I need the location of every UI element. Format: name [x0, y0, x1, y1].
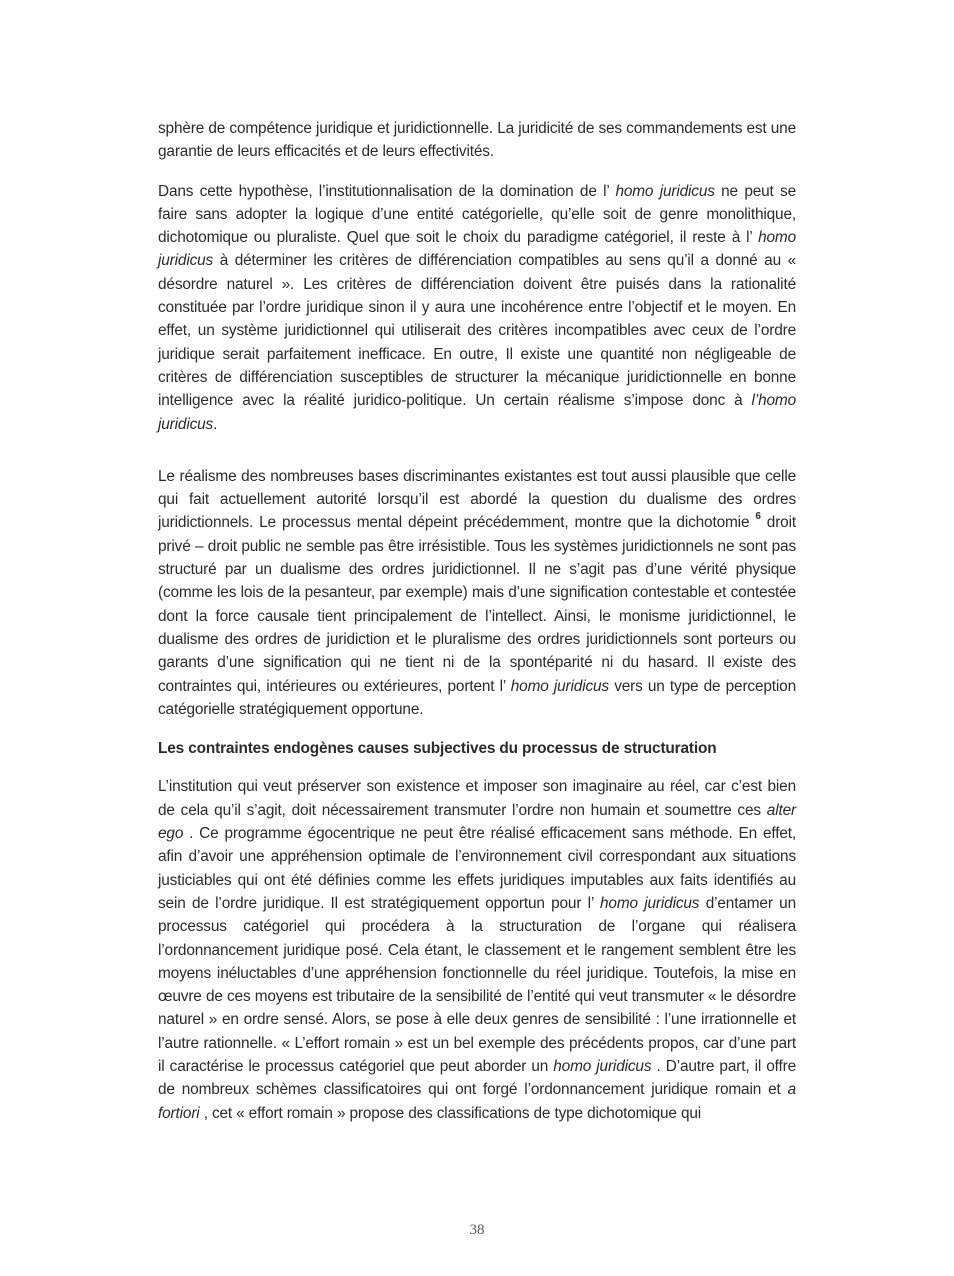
paragraph-1-text: sphère de compétence juridique et juridictionnelle. La juridicité de ses commandements est une garantie de leurs efficacités et de leurs effectivités. — [158, 120, 796, 161]
paragraph-1 — [158, 117, 796, 164]
paragraph-3-text-2: droit privé – droit public ne semble pas être irrésistible. Tous les systèmes juridictionnels ne sont pas structuré par un dualisme des ordres juridictionnel. Il ne s’agit pas d’une vérité physique (comme les lois de la pesanteur, par exemple) mais d’une signification contestable et contestée dont la force causale tient principalement de l’intellect. Ainsi, le monisme juridictionnel, le dualisme des ordres de juridiction et le pluralisme des ordres juridictionnels sont porteurs ou garants d’une signification qui ne tient ni de la spontéparité ni du hasard. Il existe des contraintes qui, intérieures ou extérieures, portent l’ — [158, 514, 796, 695]
paragraph-2-text-3: à déterminer les critères de différenciation compatibles au sens qu’il a donné au « désordre naturel ». Les critères de différenciation doivent être puisés dans la rationalité constituée par l’ordre juridique sinon il y aura une incohérence entre l’objectif et le moyen. En effet, un système juridictionnel qui utiliserait des critères incompatibles avec ceux de l’ordre juridique serait parfaitement inefficace. En outre, Il existe une quantité non négligeable de critères de différenciation susceptibles de structurer la mécanique juridictionnelle en bonne intelligence avec la réalité juridico-politique. Un certain réalisme s’impose donc à — [158, 252, 796, 410]
paragraph-4-italic-4: a fortiori — [158, 1081, 796, 1122]
paragraph-4-text-4: . D’autre part, il offre de nombreux schèmes classificatoires qui ont forgé l’ordonnancement juridique romain et — [158, 1057, 796, 1099]
paragraph-4-text-3: d’entamer un processus catégoriel qui procédera à la structuration de l’organe qui réalisera l’ordonnancement juridique posé. Cela étant, le classement et le rangement semblent être les moyens inéluctables d’une appréhension fonctionnelle du réel juridique. Toutefois, la mise en œuvre de ces moyens est tributaire de la sensibilité de l’entité qui veut transmuter « le désordre naturel » en ordre sensé. Alors, se pose à elle deux genres de sensibilité : l’une irrationnelle et l’autre rationnelle. « L’effort romain » est un bel exemple des précédents propos, car d’une part il caractérise le processus catégoriel que peut aborder un — [158, 894, 796, 1075]
paragraph-4-italic-1: alter ego — [158, 801, 796, 843]
section-heading: Les contraintes endogènes causes subjectives du processus de structuration — [158, 740, 717, 758]
page-number: 38 — [469, 1222, 485, 1238]
paragraph-4-italic-3: homo juridicus — [553, 1057, 652, 1075]
paragraph-4 — [158, 775, 796, 1124]
paragraph-3 — [158, 465, 796, 721]
paragraph-2-italic-2: homo juridicus — [158, 229, 796, 270]
paragraph-4-text-2: . Ce programme égocentrique ne peut être réalisé efficacement sans méthode. En effet, afin d’avoir une appréhension optimale de l’environnement civil correspondant aux situations justiciables qui ont été définies comme les effets juridiques imputables aux faits identifiés au sein de l’ordre juridique. Il est stratégiquement opportun pour l’ — [158, 825, 796, 912]
paragraph-4-text-5: , cet « effort romain » propose des classifications de type dichotomique qui — [199, 1104, 702, 1122]
paragraph-3-text-1: Le réalisme des nombreuses bases discriminantes existantes est tout aussi plausible que celle qui fait actuellement autorité lorsqu’il est abordé la question du dualisme des ordres juridictionnels. Le processus mental dépeint précédemment, montre que la dichotomie — [158, 467, 796, 532]
paragraph-2-italic-1: homo juridicus — [615, 182, 715, 200]
footnote-marker[interactable]: 6 — [755, 511, 761, 523]
paragraph-2 — [158, 180, 796, 436]
paragraph-4-italic-2: homo juridicus — [600, 894, 700, 912]
paragraph-2-text-2: ne peut se faire sans adopter la logique d’une entité catégorielle, qu’elle soit de genre monolithique, dichotomique ou pluraliste. Quel que soit le choix du paradigme catégoriel, il reste à l’ — [158, 182, 796, 247]
paragraph-3-italic-1: homo juridicus — [510, 677, 609, 695]
page-body — [158, 117, 796, 1125]
paragraph-2-text-4: . — [213, 415, 218, 433]
paragraph-2-italic-3: l’homo juridicus — [158, 392, 796, 433]
paragraph-3-text-3: vers un type de perception catégorielle stratégiquement opportune. — [158, 677, 796, 718]
paragraph-4-text-1: L’institution qui veut préserver son existence et imposer son imaginaire au réel, car c’est bien de cela qu’il s’agit, doit nécessairement transmuter l’ordre non humain et soumettre ces — [158, 778, 796, 819]
paragraph-2-text-1: Dans cette hypothèse, l’institutionnalisation de la domination de l’ — [158, 182, 616, 200]
